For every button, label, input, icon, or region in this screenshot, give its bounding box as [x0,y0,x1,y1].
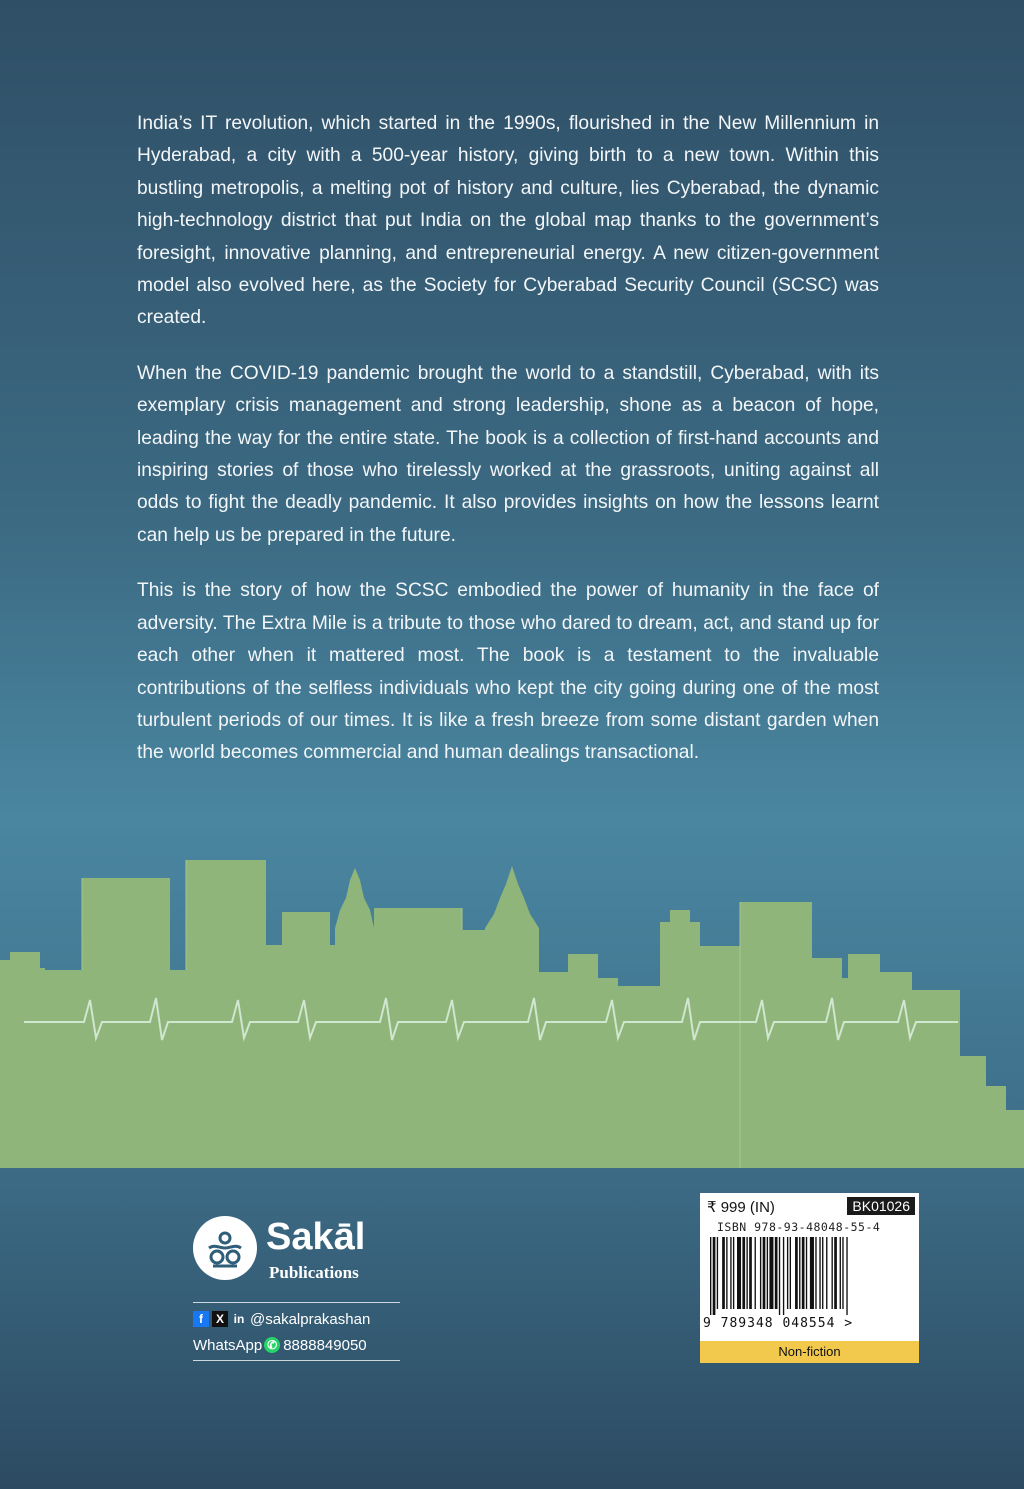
barcode-bar [769,1237,773,1309]
sakal-logo-mark [193,1216,257,1280]
barcode-bar [787,1237,788,1309]
facebook-icon[interactable]: f [193,1311,209,1327]
barcode-bar [713,1237,716,1315]
social-handle[interactable]: @sakalprakashan [250,1310,371,1328]
barcode-bar [832,1237,833,1309]
barcode-bar [840,1237,841,1309]
publisher-name: Sakāl [266,1216,366,1258]
barcode-bar [730,1237,731,1309]
publisher-subtitle: Publications [269,1263,359,1282]
barcode-bar [810,1237,814,1309]
isbn-digits: 9 789348 048554 > [703,1316,854,1331]
city-skyline-illustration [0,850,1024,1168]
whatsapp-label: WhatsApp [193,1336,263,1354]
barcode-bar [790,1237,791,1309]
divider-bottom [193,1360,400,1361]
barcode-bar [819,1237,820,1309]
barcode-bar [726,1237,727,1309]
barcode-bar [717,1237,718,1309]
barcode-bar [767,1237,768,1309]
book-code-badge: BK01026 [847,1197,915,1215]
genre-label: Non-fiction [700,1341,919,1363]
blurb-paragraph-3: This is the story of how the SCSC embodied the power of humanity in the face of adversity. The Extra Mile is a tribute to those who dared to dream, act, and stand up for each other when it mattered most. The book is a testament to the invaluable contributions of the selfless individuals who kept the city going during one of the most turbulent periods of our times. It is like a fresh breeze from some distant garden when the world becomes commercial and human dealings transactional. [137,580,879,764]
barcode-bar [834,1237,837,1309]
back-cover-blurb [137,108,879,793]
barcode-bar [749,1237,752,1309]
barcode-bar [846,1237,847,1315]
barcode-bar [763,1237,766,1309]
blurb-paragraph-2: When the COVID-19 pandemic brought the world to a standstill, Cyberabad, with its exemplary crisis management and strong leadership, shone as a beacon of hope, leading the way for the entire state. The book is a collection of first-hand accounts and inspiring stories of those who tirelessly worked at the grassroots, uniting against all odds to fight the deadly pandemic. It also provides insights on how the lessons learnt can help us be prepared in the future. [137,362,879,546]
barcode-bar [742,1237,745,1309]
barcode-bar [806,1237,807,1309]
barcode-bar [779,1237,780,1315]
barcode-bar [822,1237,823,1309]
barcode-panel [700,1193,919,1363]
barcode-bar [815,1237,816,1309]
barcode-bar [826,1237,827,1309]
isbn-text: ISBN 978-93-48048-55-4 [717,1220,881,1234]
whatsapp-icon[interactable]: ✆ [264,1337,280,1353]
barcode-bar [755,1237,756,1309]
x-icon[interactable]: X [212,1311,228,1327]
barcode-bar [733,1237,734,1309]
barcode-bar [783,1237,784,1315]
barcode-bar [795,1237,798,1309]
barcode-bar [775,1237,778,1309]
barcode-bar [760,1237,761,1309]
barcode-bar [737,1237,741,1309]
barcode-bar [722,1237,725,1309]
barcode-bar [842,1237,843,1309]
isbn-barcode [704,1237,915,1315]
barcode-bar [799,1237,800,1309]
barcode-bar [710,1237,711,1315]
linkedin-icon[interactable]: in [233,1312,245,1326]
blurb-paragraph-1: India’s IT revolution, which started in the 1990s, flourished in the New Millennium in Hyderabad, a city with a 500-year history, giving birth to a new town. Within this bustling metropolis, a melting pot of history and culture, lies Cyberabad, the dynamic high-technology district that put India on the global map thanks to the government’s foresight, innovative planning, and entrepreneurial energy. A new citizen-government model also evolved here, as the Society for Cyberabad Security Council (SCSC) was created. [137,113,879,329]
divider-top [193,1302,400,1303]
social-row [193,1308,370,1330]
barcode-bar [746,1237,747,1309]
publisher-block [193,1216,403,1366]
price-label: ₹ 999 (IN) [707,1199,775,1216]
whatsapp-number[interactable]: 8888849050 [283,1336,367,1354]
whatsapp-row [193,1334,367,1356]
barcode-bar [802,1237,805,1309]
